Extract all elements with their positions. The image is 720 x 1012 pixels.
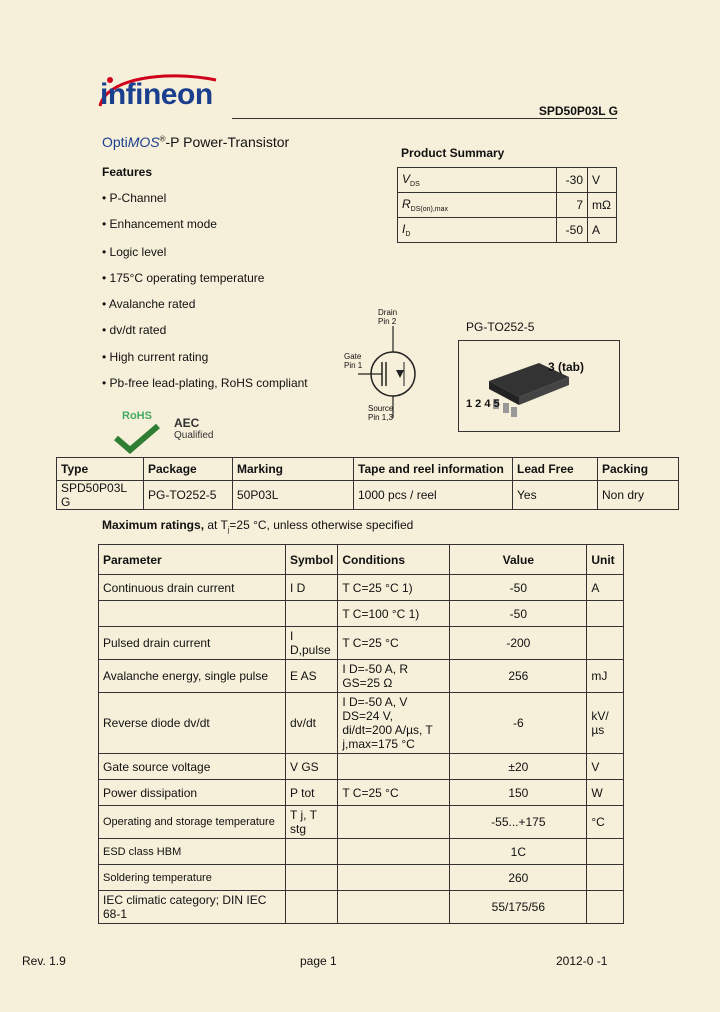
- table-cell: [338, 806, 450, 839]
- ps-unit: mΩ: [588, 193, 617, 218]
- table-cell: [587, 865, 624, 891]
- table-cell: P tot: [286, 780, 338, 806]
- table-header: Parameter: [99, 545, 286, 575]
- table-header: Package: [144, 458, 233, 481]
- max-ratings-table: [98, 544, 624, 924]
- title-rest: -P Power-Transistor: [165, 134, 290, 150]
- ps-value: 7: [557, 193, 588, 218]
- aec-qualified-text: Qualified: [174, 430, 214, 441]
- table-cell: 1000 pcs / reel: [354, 481, 513, 510]
- max-ratings-heading-sub: j: [227, 527, 230, 534]
- table-cell: Non dry: [598, 481, 679, 510]
- table-cell: IEC climatic category; DIN IEC 68-1: [99, 891, 286, 924]
- feature-item: • High current rating: [102, 350, 209, 364]
- table-cell: Power dissipation: [99, 780, 286, 806]
- table-row: [99, 693, 624, 754]
- rohs-logo: [112, 410, 162, 458]
- table-cell: T C=100 °C 1): [338, 601, 450, 627]
- table-row: [99, 601, 624, 627]
- max-ratings-heading: [102, 518, 413, 534]
- table-row: [99, 660, 624, 693]
- table-header: Tape and reel information: [354, 458, 513, 481]
- table-cell: SPD50P03L G: [57, 481, 144, 510]
- table-cell: Avalanche energy, single pulse: [99, 660, 286, 693]
- table-cell: [587, 601, 624, 627]
- table-cell: 150: [450, 780, 587, 806]
- package-drawing-icon: [459, 341, 619, 431]
- feature-item: • P-Channel: [102, 191, 167, 205]
- aec-text: AEC: [174, 416, 200, 430]
- package-pins-label: 1 2 4 5: [466, 398, 500, 410]
- symbol-source-label: Source Pin 1,3: [368, 404, 394, 422]
- feature-item: • dv/dt rated: [102, 323, 167, 337]
- table-cell: I D=-50 A, R GS=25 Ω: [338, 660, 450, 693]
- table-cell: °C: [587, 806, 624, 839]
- table-cell: -200: [450, 627, 587, 660]
- table-row: [99, 806, 624, 839]
- rohs-text: RoHS: [122, 410, 152, 422]
- table-row: [398, 218, 617, 243]
- table-header: Unit: [587, 545, 624, 575]
- table-cell: A: [587, 575, 624, 601]
- table-cell: ESD class HBM: [99, 839, 286, 865]
- table-header: Symbol: [286, 545, 338, 575]
- table-cell: T C=25 °C 1): [338, 575, 450, 601]
- table-cell: 55/175/56: [450, 891, 587, 924]
- table-header: Conditions: [338, 545, 450, 575]
- title-mos: MOS: [127, 134, 160, 150]
- table-cell: Soldering temperature: [99, 865, 286, 891]
- title-opti: Opti: [102, 134, 128, 150]
- table-cell: -55...+175: [450, 806, 587, 839]
- table-cell: I D: [286, 575, 338, 601]
- package-label: PG-TO252-5: [466, 320, 535, 334]
- feature-item: • Pb-free lead-plating, RoHS compliant: [102, 376, 308, 390]
- product-summary-heading: Product Summary: [401, 146, 505, 160]
- table-cell: [587, 627, 624, 660]
- table-header: Value: [450, 545, 587, 575]
- table-header: Packing: [598, 458, 679, 481]
- table-row: [398, 193, 617, 218]
- table-cell: kV/µs: [587, 693, 624, 754]
- table-cell: 1C: [450, 839, 587, 865]
- table-cell: ±20: [450, 754, 587, 780]
- ps-symbol: $V_{DS}$: [398, 168, 557, 193]
- table-row: [99, 627, 624, 660]
- table-cell: [587, 891, 624, 924]
- table-cell: E AS: [286, 660, 338, 693]
- aec-logo: [174, 416, 240, 458]
- part-number-header: SPD50P03L G: [538, 104, 618, 118]
- table-cell: T C=25 °C: [338, 627, 450, 660]
- max-ratings-heading-rest: at T: [204, 518, 228, 532]
- rohs-check-icon: [112, 422, 162, 454]
- table-cell: W: [587, 780, 624, 806]
- table-cell: 256: [450, 660, 587, 693]
- table-header: Lead Free: [513, 458, 598, 481]
- table-cell: Pulsed drain current: [99, 627, 286, 660]
- package-image: [458, 340, 620, 432]
- table-row: [57, 481, 679, 510]
- table-cell: Yes: [513, 481, 598, 510]
- table-row: [99, 780, 624, 806]
- footer-revision: Rev. 1.9: [22, 954, 66, 968]
- table-cell: I D,pulse: [286, 627, 338, 660]
- table-cell: Gate source voltage: [99, 754, 286, 780]
- table-cell: PG-TO252-5: [144, 481, 233, 510]
- table-row: [99, 865, 624, 891]
- page-title: [102, 134, 289, 150]
- table-row: [99, 891, 624, 924]
- table-cell: 260: [450, 865, 587, 891]
- max-ratings-heading-tail: =25 °C, unless otherwise specified: [229, 518, 414, 532]
- table-cell: [587, 839, 624, 865]
- table-row: [99, 545, 624, 575]
- header-divider: [232, 118, 617, 119]
- features-heading: Features: [102, 165, 153, 179]
- table-row: [99, 575, 624, 601]
- table-cell: mJ: [587, 660, 624, 693]
- table-cell: V: [587, 754, 624, 780]
- table-cell: [338, 839, 450, 865]
- table-cell: 50P03L: [233, 481, 354, 510]
- table-cell: T j, T stg: [286, 806, 338, 839]
- table-cell: T C=25 °C: [338, 780, 450, 806]
- ps-symbol: $I_D$: [398, 218, 557, 243]
- ps-value: -30: [557, 168, 588, 193]
- product-summary-table: [397, 167, 617, 243]
- ps-unit: A: [588, 218, 617, 243]
- table-cell: [286, 601, 338, 627]
- table-cell: -50: [450, 601, 587, 627]
- table-cell: [286, 865, 338, 891]
- footer-date: 2012-0 -1: [556, 954, 608, 968]
- table-row: [57, 458, 679, 481]
- feature-item: • Avalanche rated: [102, 297, 196, 311]
- table-cell: I D=-50 A, V DS=24 V, di/dt=200 A/µs, T j,max=175 °C: [338, 693, 450, 754]
- footer-page: page 1: [300, 954, 337, 968]
- ps-unit: V: [588, 168, 617, 193]
- ordering-table: [56, 457, 679, 510]
- table-cell: -50: [450, 575, 587, 601]
- feature-item: • Enhancement mode: [102, 217, 217, 231]
- feature-item: • 175°C operating temperature: [102, 271, 265, 285]
- table-cell: [338, 754, 450, 780]
- table-row: [99, 839, 624, 865]
- table-cell: [286, 839, 338, 865]
- table-cell: [286, 891, 338, 924]
- table-cell: V GS: [286, 754, 338, 780]
- symbol-drain-label: Drain Pin 2: [378, 308, 398, 326]
- table-cell: Operating and storage temperature: [99, 806, 286, 839]
- ps-value: -50: [557, 218, 588, 243]
- symbol-gate-label: Gate Pin 1: [344, 352, 363, 370]
- table-cell: [338, 891, 450, 924]
- table-row: [398, 168, 617, 193]
- table-cell: dv/dt: [286, 693, 338, 754]
- table-cell: [99, 601, 286, 627]
- table-cell: Reverse diode dv/dt: [99, 693, 286, 754]
- table-cell: [338, 865, 450, 891]
- table-header: Type: [57, 458, 144, 481]
- max-ratings-heading-bold: Maximum ratings,: [102, 518, 205, 532]
- package-tab-label: 3 (tab): [548, 360, 584, 374]
- ps-symbol: $R_{DS(on),max}$: [398, 193, 557, 218]
- title-reg: ®: [159, 134, 166, 144]
- feature-item: • Logic level: [102, 245, 167, 259]
- table-header: Marking: [233, 458, 354, 481]
- table-row: [99, 754, 624, 780]
- table-cell: -6: [450, 693, 587, 754]
- infineon-logo: infineon: [100, 78, 213, 111]
- table-cell: Continuous drain current: [99, 575, 286, 601]
